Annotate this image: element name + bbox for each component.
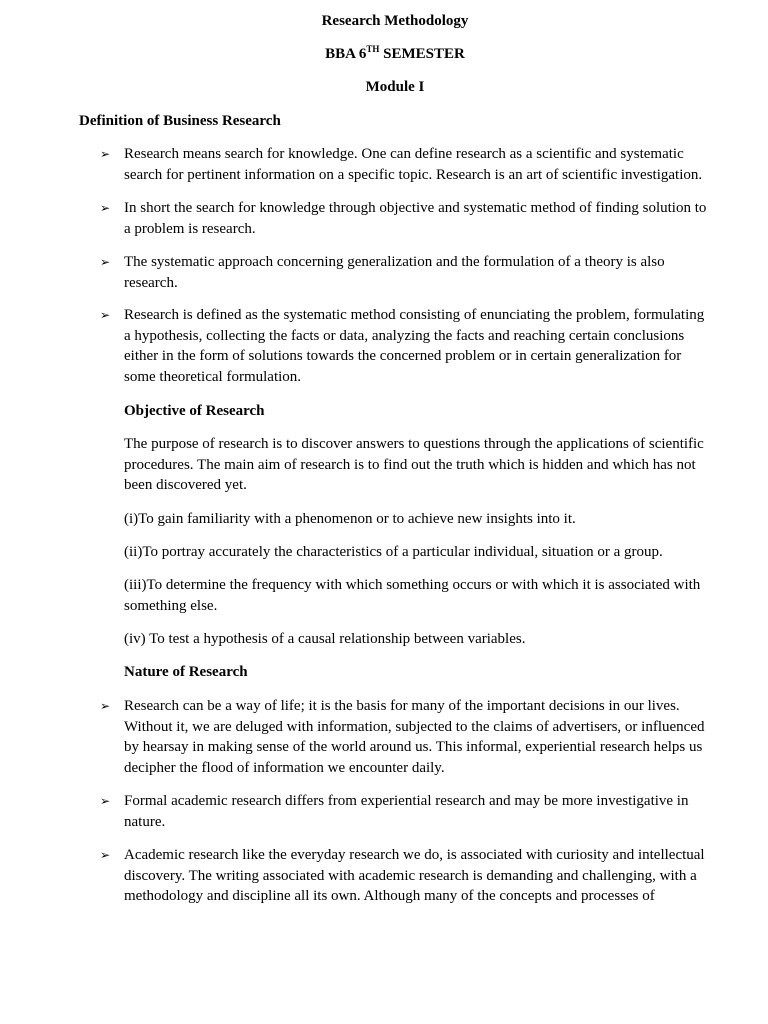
document-title: Research Methodology — [321, 13, 469, 29]
definition-bullet — [100, 305, 712, 387]
bullet-text: In short the search for knowledge through objective and systematic method of finding solution to a problem is research. — [124, 200, 707, 237]
definition-bullet — [100, 252, 712, 293]
module-title: Module I — [365, 79, 425, 95]
definition-bullet — [100, 198, 712, 239]
nature-bullet — [100, 696, 712, 778]
arrowhead-bullet-icon: ➢ — [100, 699, 111, 713]
arrowhead-bullet-icon: ➢ — [100, 147, 111, 161]
arrowhead-bullet-icon: ➢ — [100, 308, 111, 322]
bullet-text: Research can be a way of life; it is the basis for many of the important decisions in our lives. Without it, we are deluged with information, subjected to the claims of advertisers, or influenced by hearsay in making sense of the world around us. This informal, experiential research helps us decipher the flood of information we encounter daily. — [124, 698, 705, 776]
objective-heading: Objective of Research — [124, 403, 265, 419]
arrowhead-bullet-icon: ➢ — [100, 848, 111, 862]
semester-line — [0, 44, 768, 66]
objective-item: (ii)To portray accurately the characteristics of a particular individual, situation or a group. — [124, 544, 663, 560]
bullet-text: Formal academic research differs from experiential research and may be more investigative in nature. — [124, 793, 689, 830]
semester-suffix: SEMESTER — [379, 46, 465, 62]
bullet-text: Academic research like the everyday research we do, is associated with curiosity and intellectual discovery. The writing associated with academic research is demanding and challenging, with a methodology and discipline all its own. Although many of the concepts and processes of — [124, 847, 705, 904]
bullet-text: Research is defined as the systematic method consisting of enunciating the problem, formulating a hypothesis, collecting the facts or data, analyzing the facts and reaching certain conclusions either in the form of solutions towards the concerned problem or in certain generalization for some theoretical formulation. — [124, 307, 705, 385]
arrowhead-bullet-icon: ➢ — [100, 201, 111, 215]
nature-bullet — [100, 845, 712, 907]
objective-intro: The purpose of research is to discover answers to questions through the applications of scientific procedures. The main aim of research is to find out the truth which is hidden and which has not been discovered yet. — [124, 436, 704, 493]
semester-prefix: BBA 6 — [325, 46, 367, 62]
nature-bullet — [100, 791, 712, 832]
nature-heading: Nature of Research — [124, 664, 248, 680]
arrowhead-bullet-icon: ➢ — [100, 255, 111, 269]
bullet-text: Research means search for knowledge. One can define research as a scientific and systematic search for pertinent information on a specific topic. Research is an art of scientific investigation. — [124, 146, 703, 183]
objective-item: (iv) To test a hypothesis of a causal relationship between variables. — [124, 631, 526, 647]
objective-item: (iii)To determine the frequency with which something occurs or with which it is associated with something else. — [124, 577, 701, 614]
definition-heading: Definition of Business Research — [79, 113, 281, 129]
semester-superscript: TH — [366, 44, 380, 54]
objective-item: (i)To gain familiarity with a phenomenon or to achieve new insights into it. — [124, 511, 576, 527]
bullet-text: The systematic approach concerning generalization and the formulation of a theory is also research. — [124, 254, 665, 291]
arrowhead-bullet-icon: ➢ — [100, 794, 111, 808]
definition-bullet — [100, 144, 712, 185]
